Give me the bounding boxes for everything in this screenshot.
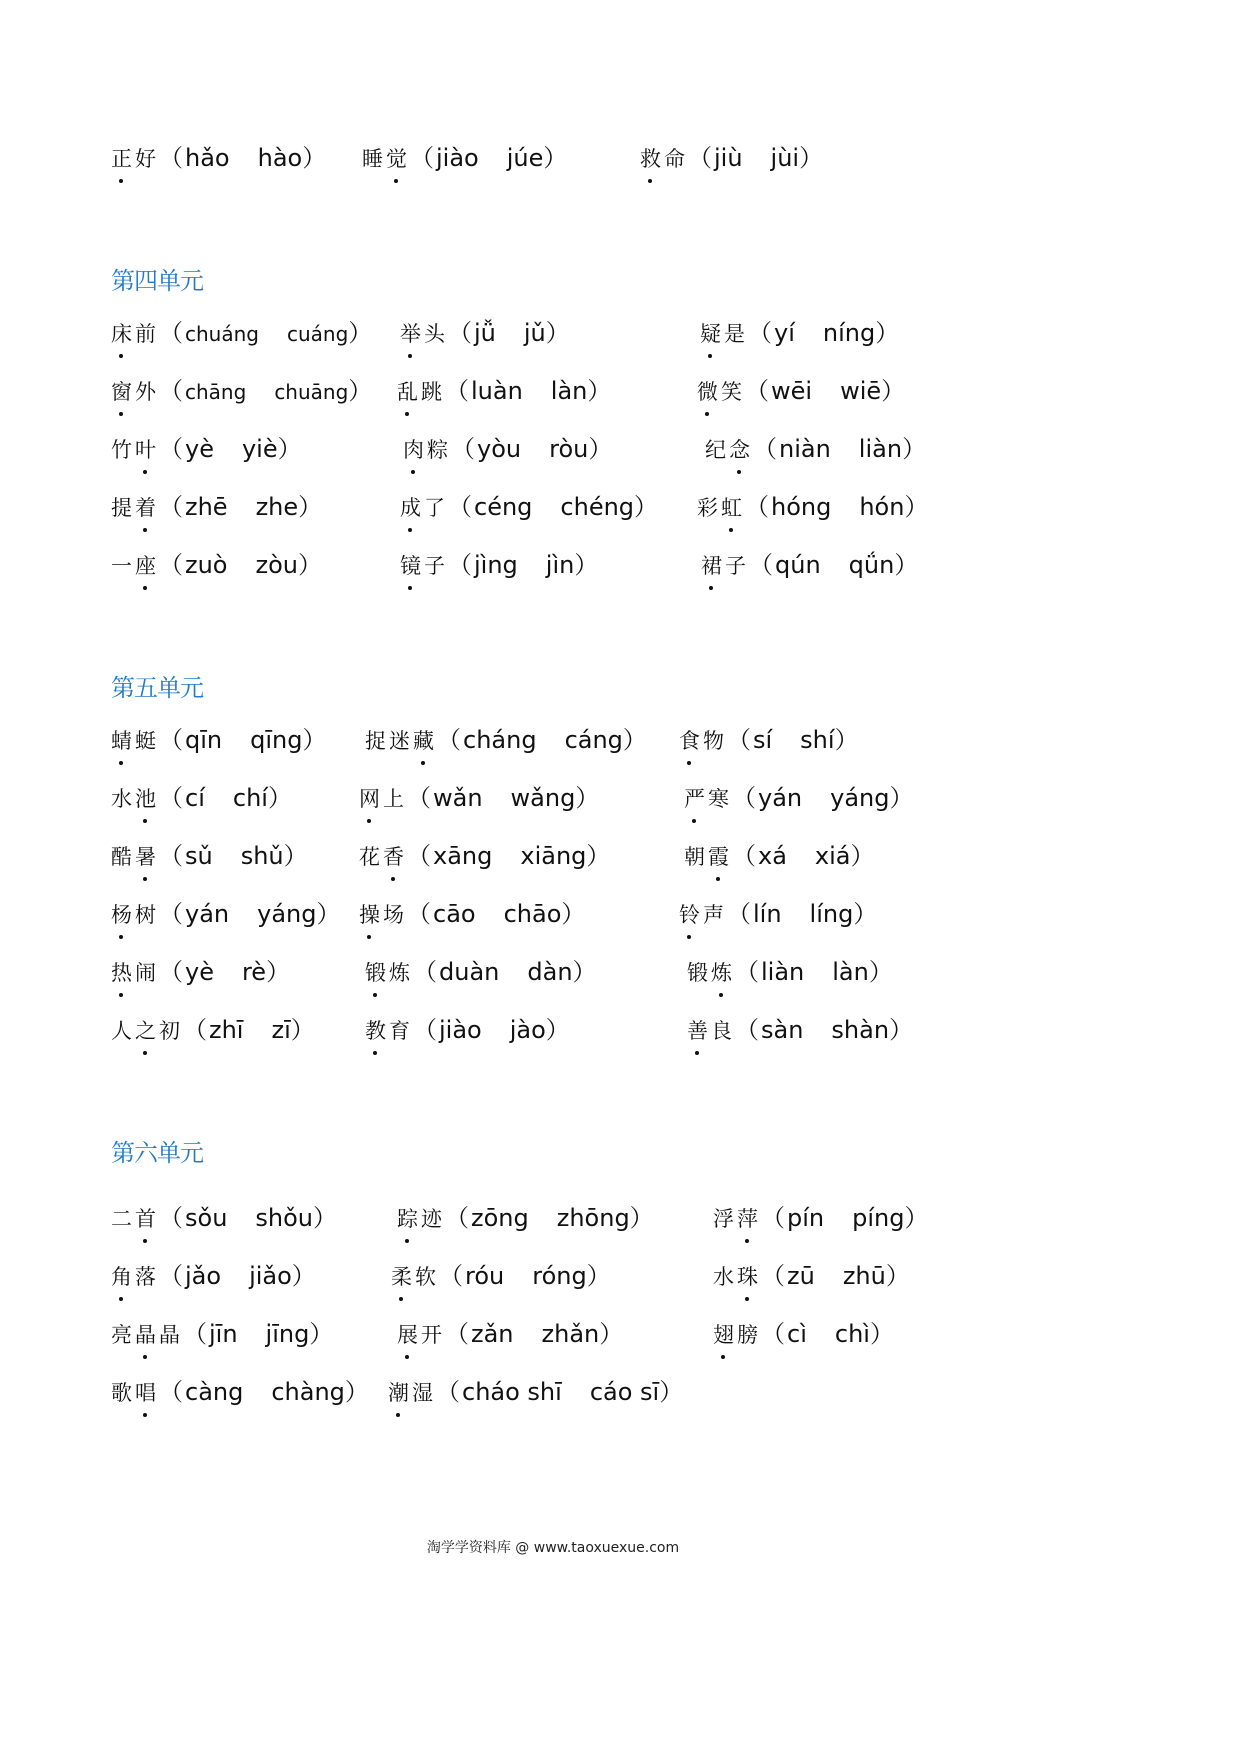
vocab-item: 踪 迹（zōng zhōng） [397, 1202, 654, 1235]
emphasis-dot-icon [391, 877, 395, 881]
vocab-item: 酷暑 （sǔ shǔ） [111, 840, 308, 873]
word: 一座 [111, 554, 159, 578]
section-heading: 第五单元 [111, 674, 203, 702]
pinyin-option-1: niàn [779, 435, 831, 463]
pinyin-option-2: júe [506, 144, 544, 172]
pinyin-option-1: luàn [471, 377, 523, 405]
pinyin-option-2: ròu [549, 435, 589, 463]
vocab-item: 角 落（jǎo jiǎo） [111, 1260, 316, 1293]
pinyin-option-2: dàn [527, 958, 573, 986]
pinyin-option-2: chì [834, 1320, 870, 1348]
word: 镜 子 [400, 554, 448, 578]
pinyin-option-2: shǒu [255, 1204, 314, 1232]
word: 教 育 [365, 1019, 413, 1043]
emphasis-dot-icon [737, 470, 741, 474]
word: 铃 声 [679, 903, 727, 927]
word: 竹叶 [111, 438, 159, 462]
emphasis-dot-icon [687, 761, 691, 765]
emphasis-dot-icon [405, 1355, 409, 1359]
word: 歌唱 [111, 1381, 159, 1405]
emphasis-dot-icon [709, 586, 713, 590]
emphasis-dot-icon [405, 1239, 409, 1243]
pinyin-option-2: jīng [265, 1320, 310, 1348]
emphasis-dot-icon [405, 412, 409, 416]
vocab-item: 提着 （zhē zhe） [111, 491, 322, 524]
pinyin-option-2: làn [832, 958, 869, 986]
emphasis-dot-icon [119, 761, 123, 765]
pinyin-option-2: xiāng [520, 842, 587, 870]
vocab-item: 竹叶 （yè yiè） [111, 433, 302, 466]
pinyin-option-1: qún [775, 551, 821, 579]
vocab-item: 微 笑（wēi wiē） [697, 375, 905, 408]
vocab-item: 裙 子（qún qǘn） [701, 549, 918, 582]
word: 裙 子 [701, 554, 749, 578]
pinyin-option-1: yè [185, 958, 214, 986]
pinyin-option-1: céng [474, 493, 533, 521]
word: 肉 粽 [403, 438, 451, 462]
pinyin-option-2: hón [859, 493, 905, 521]
word: 床 前 [111, 322, 159, 346]
emphasis-dot-icon [648, 179, 652, 183]
emphasis-dot-icon [399, 1297, 403, 1301]
word: 踪 迹 [397, 1207, 445, 1231]
emphasis-dot-icon [143, 470, 147, 474]
emphasis-dot-icon [719, 993, 723, 997]
word: 乱 跳 [397, 380, 445, 404]
pinyin-option-1: duàn [439, 958, 500, 986]
pinyin-option-1: chuáng [185, 322, 259, 346]
vocab-item: 善 良（sàn shàn） [687, 1014, 913, 1047]
pinyin-option-1: xá [758, 842, 787, 870]
pinyin-option-1: hǎo [185, 144, 230, 172]
word: 锻炼 [687, 961, 735, 985]
pinyin-option-2: yáng [257, 900, 317, 928]
pinyin-option-2: chàng [271, 1378, 345, 1406]
vocab-item: 网 上（wǎn wǎng） [359, 782, 599, 815]
word: 朝霞 [684, 845, 732, 869]
pinyin-option-1: jìng [474, 551, 518, 579]
word: 潮 湿 [388, 1381, 436, 1405]
emphasis-dot-icon [143, 586, 147, 590]
vocab-item: 锻炼 （liàn làn） [687, 956, 893, 989]
word: 亮晶 晶 [111, 1323, 183, 1347]
vocab-item: 锻 炼（duàn dàn） [365, 956, 597, 989]
vocab-item: 水池 （cí chí） [111, 782, 292, 815]
word: 疑 是 [700, 322, 748, 346]
emphasis-dot-icon [143, 1413, 147, 1417]
pinyin-option-2: jùi [770, 144, 800, 172]
pinyin-option-1: yè [185, 435, 214, 463]
pinyin-option-1: jīn [209, 1320, 238, 1348]
pinyin-option-2: cáo sī [589, 1378, 660, 1406]
emphasis-dot-icon [143, 1239, 147, 1243]
pinyin-option-2: jào [509, 1016, 546, 1044]
pinyin-option-1: jǚ [474, 319, 496, 347]
pinyin-option-1: zōng [471, 1204, 529, 1232]
emphasis-dot-icon [729, 528, 733, 532]
pinyin-option-2: chéng [560, 493, 635, 521]
pinyin-option-1: zǎn [471, 1320, 514, 1348]
pinyin-option-1: cāo [433, 900, 476, 928]
emphasis-dot-icon [143, 819, 147, 823]
word: 成 了 [400, 496, 448, 520]
pinyin-option-2: hào [257, 144, 303, 172]
word: 救 命 [640, 147, 688, 171]
pinyin-option-2: liàn [858, 435, 903, 463]
pinyin-option-1: sàn [761, 1016, 804, 1044]
pinyin-option-2: zhǎn [541, 1320, 600, 1348]
vocab-item: 镜 子（jìng jìn） [400, 549, 598, 582]
word: 彩虹 [697, 496, 745, 520]
word: 展 开 [397, 1323, 445, 1347]
pinyin-option-2: rè [241, 958, 267, 986]
word: 锻 炼 [365, 961, 413, 985]
vocab-item: 睡觉 （jiào júe） [362, 142, 567, 175]
section-heading: 第四单元 [111, 267, 203, 295]
pinyin-option-1: wǎn [433, 784, 483, 812]
pinyin-option-1: pín [787, 1204, 825, 1232]
pinyin-option-1: jiào [439, 1016, 482, 1044]
pinyin-option-2: líng [809, 900, 854, 928]
word: 柔 软 [391, 1265, 439, 1289]
pinyin-option-1: yòu [477, 435, 522, 463]
pinyin-option-2: róng [532, 1262, 587, 1290]
vocab-item: 潮 湿（cháo shī cáo sī） [388, 1376, 683, 1409]
word: 正 好 [111, 147, 159, 171]
vocab-item: 朝霞 （xá xiá） [684, 840, 875, 873]
word: 食 物 [679, 729, 727, 753]
vocab-item: 食 物（sí shí） [679, 724, 859, 757]
word: 纪念 [705, 438, 753, 462]
vocab-item: 展 开（zǎn zhǎn） [397, 1318, 623, 1351]
vocab-item: 歌唱 （càng chàng） [111, 1376, 369, 1409]
vocab-item: 杨 树（yán yáng） [111, 898, 340, 931]
pinyin-option-2: cuáng [286, 322, 349, 346]
emphasis-dot-icon [411, 470, 415, 474]
vocab-item: 正 好（hǎo hào） [111, 142, 326, 175]
pinyin-option-2: chāo [503, 900, 562, 928]
word: 酷暑 [111, 845, 159, 869]
word: 翅 膀 [713, 1323, 761, 1347]
pinyin-option-1: càng [185, 1378, 244, 1406]
emphasis-dot-icon [119, 993, 123, 997]
vocab-item: 二首 （sǒu shǒu） [111, 1202, 337, 1235]
emphasis-dot-icon [687, 935, 691, 939]
emphasis-dot-icon [396, 1413, 400, 1417]
emphasis-dot-icon [143, 877, 147, 881]
vocab-item: 花香 （xāng xiāng） [359, 840, 610, 873]
pinyin-option-1: lín [753, 900, 782, 928]
pinyin-option-2: zòu [255, 551, 298, 579]
pinyin-option-1: wēi [771, 377, 813, 405]
pinyin-option-1: zhī [209, 1016, 244, 1044]
vocab-item: 教 育（jiào jào） [365, 1014, 570, 1047]
pinyin-option-2: zhōng [556, 1204, 630, 1232]
vocab-item: 成 了（céng chéng） [400, 491, 658, 524]
word: 角 落 [111, 1265, 159, 1289]
footer-text: 淘学学资料库 @ www.taoxuexue.com [426, 1540, 680, 1556]
emphasis-dot-icon [705, 412, 709, 416]
vocab-item: 蜻 蜓（qīn qīng） [111, 724, 326, 757]
word: 蜻 蜓 [111, 729, 159, 753]
word: 提着 [111, 496, 159, 520]
emphasis-dot-icon [394, 179, 398, 183]
emphasis-dot-icon [408, 586, 412, 590]
vocab-item: 铃 声（lín líng） [679, 898, 877, 931]
pinyin-option-1: jǎo [185, 1262, 222, 1290]
pinyin-option-2: zī [271, 1016, 291, 1044]
emphasis-dot-icon [721, 1355, 725, 1359]
emphasis-dot-icon [143, 528, 147, 532]
pinyin-option-1: cháng [463, 726, 537, 754]
emphasis-dot-icon [143, 1051, 147, 1055]
pinyin-option-2: yiè [241, 435, 278, 463]
vocab-item: 一座 （zuò zòu） [111, 549, 322, 582]
pinyin-option-2: shǔ [240, 842, 284, 870]
word: 微 笑 [697, 380, 745, 404]
word: 花香 [359, 845, 407, 869]
pinyin-option-2: níng [822, 319, 876, 347]
pinyin-option-2: jìn [545, 551, 575, 579]
vocab-item: 翅 膀（cì chì） [713, 1318, 894, 1351]
word: 严 寒 [684, 787, 732, 811]
vocab-item: 水珠 （zū zhū） [713, 1260, 910, 1293]
word: 举 头 [400, 322, 448, 346]
vocab-item: 床 前（ chuáng cuáng） [111, 317, 372, 350]
vocab-item: 疑 是（yí níng） [700, 317, 899, 350]
emphasis-dot-icon [143, 1355, 147, 1359]
vocab-item: 彩虹 （hóng hón） [697, 491, 928, 524]
pinyin-option-2: shí [800, 726, 835, 754]
word: 水珠 [713, 1265, 761, 1289]
pinyin-option-1: liàn [761, 958, 805, 986]
vocab-item: 窗 外（ chāng chuāng） [111, 375, 372, 408]
pinyin-option-2: cáng [564, 726, 623, 754]
word: 浮萍 [713, 1207, 761, 1231]
vocab-item: 乱 跳（luàn làn） [397, 375, 611, 408]
emphasis-dot-icon [119, 354, 123, 358]
word: 捉迷藏 [365, 729, 437, 753]
word: 操 场 [359, 903, 407, 927]
emphasis-dot-icon [119, 179, 123, 183]
word: 善 良 [687, 1019, 735, 1043]
emphasis-dot-icon [373, 993, 377, 997]
vocab-item: 柔 软（róu róng） [391, 1260, 611, 1293]
pinyin-option-1: zhē [185, 493, 228, 521]
emphasis-dot-icon [119, 935, 123, 939]
emphasis-dot-icon [716, 877, 720, 881]
pinyin-option-1: yí [774, 319, 795, 347]
vocab-item: 热 闹（yè rè） [111, 956, 290, 989]
word: 睡觉 [362, 147, 410, 171]
section-heading: 第六单元 [111, 1139, 203, 1167]
vocab-item: 救 命（jiù jùi） [640, 142, 823, 175]
pinyin-option-1: sí [753, 726, 773, 754]
pinyin-option-2: shàn [831, 1016, 890, 1044]
emphasis-dot-icon [692, 819, 696, 823]
vocab-item: 举 头（jǚ jǔ） [400, 317, 570, 350]
pinyin-option-2: chuāng [274, 380, 349, 404]
pinyin-option-2: chí [232, 784, 268, 812]
pinyin-option-1: zū [787, 1262, 815, 1290]
pinyin-option-2: jǔ [523, 319, 546, 347]
pinyin-option-1: yán [758, 784, 803, 812]
pinyin-option-2: làn [550, 377, 588, 405]
pinyin-option-2: wiē [840, 377, 882, 405]
pinyin-option-1: sǒu [185, 1204, 228, 1232]
emphasis-dot-icon [408, 354, 412, 358]
emphasis-dot-icon [745, 1297, 749, 1301]
pinyin-option-1: xāng [433, 842, 493, 870]
vocab-item: 严 寒（yán yáng） [684, 782, 913, 815]
pinyin-option-1: sǔ [185, 842, 213, 870]
pinyin-option-2: jiǎo [249, 1262, 292, 1290]
emphasis-dot-icon [367, 935, 371, 939]
pinyin-option-1: chāng [185, 380, 247, 404]
emphasis-dot-icon [373, 1051, 377, 1055]
vocab-item: 操 场（cāo chāo） [359, 898, 585, 931]
pinyin-option-1: qīn [185, 726, 223, 754]
word: 网 上 [359, 787, 407, 811]
pinyin-option-1: zuò [185, 551, 228, 579]
emphasis-dot-icon [408, 528, 412, 532]
emphasis-dot-icon [695, 1051, 699, 1055]
word: 人之 初 [111, 1019, 183, 1043]
vocab-item: 人之 初（zhī zī） [111, 1014, 315, 1047]
emphasis-dot-icon [745, 1239, 749, 1243]
pinyin-option-1: róu [465, 1262, 505, 1290]
word: 杨 树 [111, 903, 159, 927]
emphasis-dot-icon [367, 819, 371, 823]
word: 二首 [111, 1207, 159, 1231]
vocab-item: 肉 粽（yòu ròu） [403, 433, 612, 466]
emphasis-dot-icon [708, 354, 712, 358]
pinyin-option-2: qǘn [848, 551, 895, 579]
pinyin-option-1: cháo shī [462, 1378, 562, 1406]
word: 水池 [111, 787, 159, 811]
pinyin-option-2: zhū [842, 1262, 886, 1290]
pinyin-option-1: yán [185, 900, 230, 928]
pinyin-option-1: jiù [714, 144, 743, 172]
emphasis-dot-icon [119, 412, 123, 416]
vocab-item: 亮晶 晶（jīn jīng） [111, 1318, 333, 1351]
emphasis-dot-icon [421, 761, 425, 765]
pinyin-option-2: yáng [830, 784, 890, 812]
vocab-item: 浮萍 （pín píng） [713, 1202, 928, 1235]
vocab-item: 纪念 （niàn liàn） [705, 433, 926, 466]
pinyin-option-2: wǎng [510, 784, 576, 812]
pinyin-option-1: cí [185, 784, 205, 812]
word: 窗 外 [111, 380, 159, 404]
pinyin-option-1: hóng [771, 493, 832, 521]
word: 热 闹 [111, 961, 159, 985]
pinyin-option-2: zhe [255, 493, 299, 521]
pinyin-option-1: cì [787, 1320, 807, 1348]
pinyin-option-2: qīng [250, 726, 303, 754]
vocab-item: 捉迷藏 （cháng cáng） [365, 724, 647, 757]
pinyin-option-1: jiào [436, 144, 479, 172]
pinyin-option-2: píng [852, 1204, 905, 1232]
emphasis-dot-icon [119, 1297, 123, 1301]
pinyin-option-2: xiá [814, 842, 851, 870]
